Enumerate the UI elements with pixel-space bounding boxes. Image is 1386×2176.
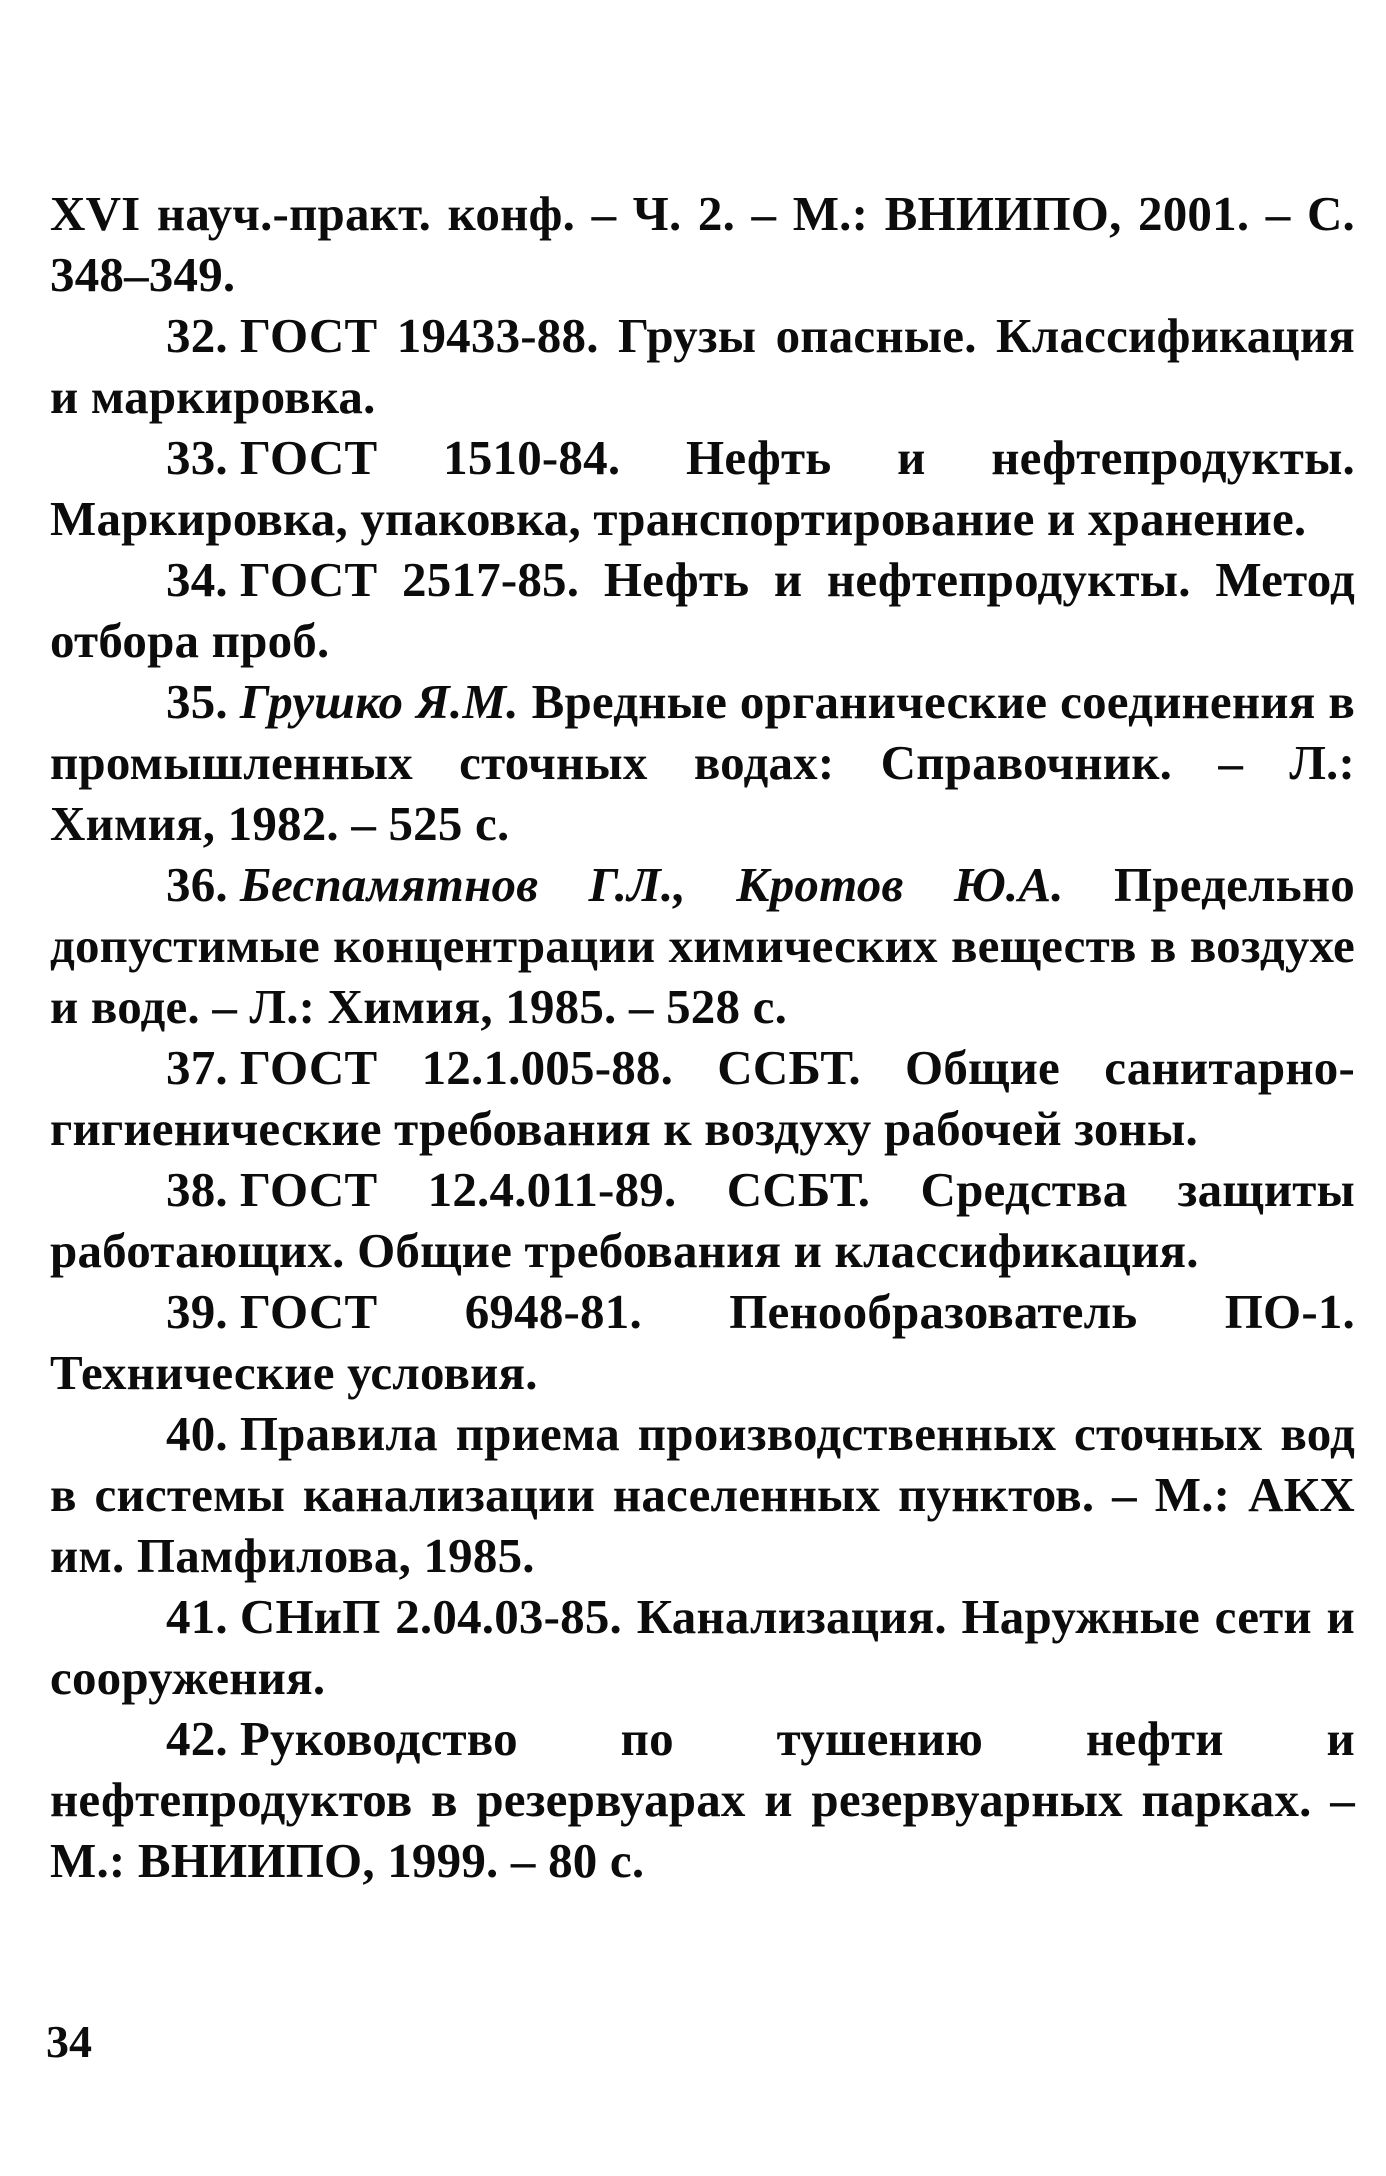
page-number: 34 (46, 2016, 92, 2067)
reference-text: Правила приема производственных сточных вод в системы канализации населенных пунктов. – М.: АКХ им. Памфилова, 1985. (50, 1406, 1355, 1583)
reference-text: ГОСТ 12.1.005-88. ССБТ. Общие санитарно-гигиенические требования к воздуху рабочей зоны. (50, 1040, 1355, 1156)
reference-item-39 (50, 1281, 1355, 1403)
reference-number: 36. (166, 857, 228, 912)
reference-number: 35. (166, 674, 228, 729)
reference-text: ГОСТ 2517-85. Нефть и нефтепродукты. Метод отбора проб. (50, 552, 1355, 668)
reference-list (50, 183, 1355, 1891)
reference-item-33 (50, 427, 1355, 549)
reference-number: 37. (166, 1040, 228, 1095)
reference-text: Вредные органические соединения в промышленных сточных водах: Справочник. – Л.: Химия, 1982. – 525 с. (50, 674, 1355, 851)
reference-item-42 (50, 1708, 1355, 1891)
reference-number: 32. (166, 308, 228, 363)
reference-item-34 (50, 549, 1355, 671)
reference-number: 34. (166, 552, 228, 607)
reference-item-35 (50, 671, 1355, 854)
reference-item-36 (50, 854, 1355, 1037)
reference-text: СНиП 2.04.03-85. Канализация. Наружные сети и сооружения. (50, 1589, 1355, 1705)
reference-item-40 (50, 1403, 1355, 1586)
reference-number: 40. (166, 1406, 228, 1461)
reference-item-37 (50, 1037, 1355, 1159)
reference-item-38 (50, 1159, 1355, 1281)
reference-text: Руководство по тушению нефти и нефтепродуктов в резервуарах и резервуарных парках. – М.: ВНИИПО, 1999. – 80 с. (50, 1711, 1355, 1888)
reference-text: ГОСТ 19433-88. Грузы опасные. Классификация и маркировка. (50, 308, 1355, 424)
reference-text: ГОСТ 6948-81. Пенообразователь ПО-1. Технические условия. (50, 1284, 1355, 1400)
reference-item-32 (50, 305, 1355, 427)
reference-authors: Беспамятнов Г.Л., Кротов Ю.А. (239, 857, 1064, 912)
reference-number: 39. (166, 1284, 228, 1339)
reference-text: ГОСТ 1510-84. Нефть и нефтепродукты. Маркировка, упаковка, транспортирование и хранение. (50, 430, 1355, 546)
reference-number: 42. (166, 1711, 228, 1766)
reference-number: 38. (166, 1162, 228, 1217)
reference-item-41 (50, 1586, 1355, 1708)
reference-number: 41. (166, 1589, 228, 1644)
reference-authors: Грушко Я.М. (239, 674, 519, 729)
reference-number: 33. (166, 430, 228, 485)
reference-text: ГОСТ 12.4.011-89. ССБТ. Средства защиты работающих. Общие требования и классификация. (50, 1162, 1355, 1278)
reference-text: Предельно допустимые концентрации химических веществ в воздухе и воде. – Л.: Химия, 1985. – 528 с. (50, 857, 1355, 1034)
reference-continuation: XVI науч.-практ. конф. – Ч. 2. – М.: ВНИИПО, 2001. – С. 348–349. (50, 186, 1355, 302)
